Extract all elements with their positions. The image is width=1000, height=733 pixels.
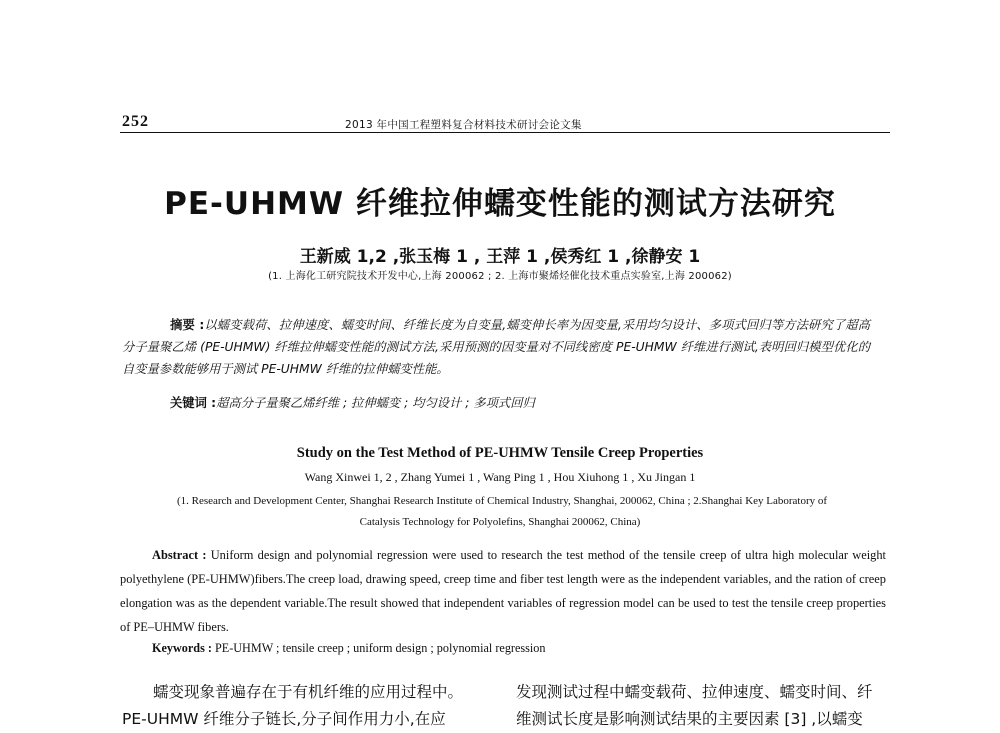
authors-english: Wang Xinwei 1, 2 , Zhang Yumei 1 , Wang Ping 1 , Hou Xiuhong 1 , Xu Jingan 1: [304, 470, 696, 484]
abstract-english-text: Uniform design and polynomial regression were used to research the test method of the tensile creep of ultra high molecular weight polyethylene (PE-UHMW)fibers.The creep load, drawing speed, creep time and fiber test length were as the independent variables, and the ration of creep elongation was as the dependent variable.The result showed that independent variables of regression model can be used to test the tensile creep properties of PE–UHMW fibers.: [120, 548, 886, 634]
body-column-left: [122, 679, 492, 733]
body-line: PE-UHMW 纤维分子链长,分子间作用力小,在应: [122, 710, 446, 728]
keywords-english-label: Keywords :: [152, 641, 212, 655]
running-header: 2013 年中国工程塑料复合材料技术研讨会论文集: [345, 119, 582, 131]
keywords-chinese: [170, 393, 870, 411]
keywords-english: [152, 641, 545, 656]
affiliation-english-line-1: (1. Research and Development Center, Shanghai Research Institute of Chemical Industry, Shanghai, 200062, China ; 2.Shanghai Key Laboratory of: [176, 495, 828, 507]
keywords-english-text: PE-UHMW ; tensile creep ; uniform design ; polynomial regression: [214, 641, 546, 655]
keywords-chinese-text: 超高分子量聚乙烯纤维 ; 拉伸蠕变 ; 均匀设计 ; 多项式回归: [216, 396, 535, 410]
body-line: 发现测试过程中蠕变载荷、拉伸速度、蠕变时间、纤: [516, 683, 873, 701]
keywords-chinese-label: 关键词 :: [170, 396, 217, 410]
abstract-chinese-text: 以蠕变载荷、拉伸速度、蠕变时间、纤维长度为自变量,蠕变伸长率为因变量,采用均匀设计、多项式回归等方法研究了超高分子量聚乙烯 (PE-UHMW) 纤维拉伸蠕变性能的测试方法,采用预测的因变量对不同线密度 PE-UHMW 纤维进行测试,表明回归模型优化的自变量参数能够用于测试 PE-UHMW 纤维的拉伸蠕变性能。: [122, 318, 870, 376]
abstract-chinese-label: 摘要 :: [170, 318, 205, 332]
paper-title-chinese: PE-UHMW 纤维拉伸蠕变性能的测试方法研究: [164, 186, 836, 222]
abstract-english-label: Abstract :: [152, 548, 207, 562]
abstract-chinese: [122, 314, 870, 380]
affiliation-english-line-2: Catalysis Technology for Polyolefins, Shanghai 200062, China): [359, 516, 641, 528]
authors-chinese: 王新威 1,2 ,张玉梅 1 , 王萍 1 ,侯秀红 1 ,徐静安 1: [299, 247, 701, 267]
body-column-right: [516, 679, 888, 733]
abstract-english: [120, 543, 886, 639]
body-line: 维测试长度是影响测试结果的主要因素 [3] ,以蠕变: [516, 710, 863, 728]
header-rule: [120, 132, 890, 133]
paper-title-english: Study on the Test Method of PE-UHMW Tensile Creep Properties: [296, 445, 704, 461]
affiliation-chinese: (1. 上海化工研究院技术开发中心,上海 200062 ; 2. 上海市聚烯烃催化技术重点实验室,上海 200062): [268, 271, 732, 282]
page-number: 252: [122, 113, 149, 130]
body-line: 蠕变现象普遍存在于有机纤维的应用过程中。: [153, 683, 464, 701]
